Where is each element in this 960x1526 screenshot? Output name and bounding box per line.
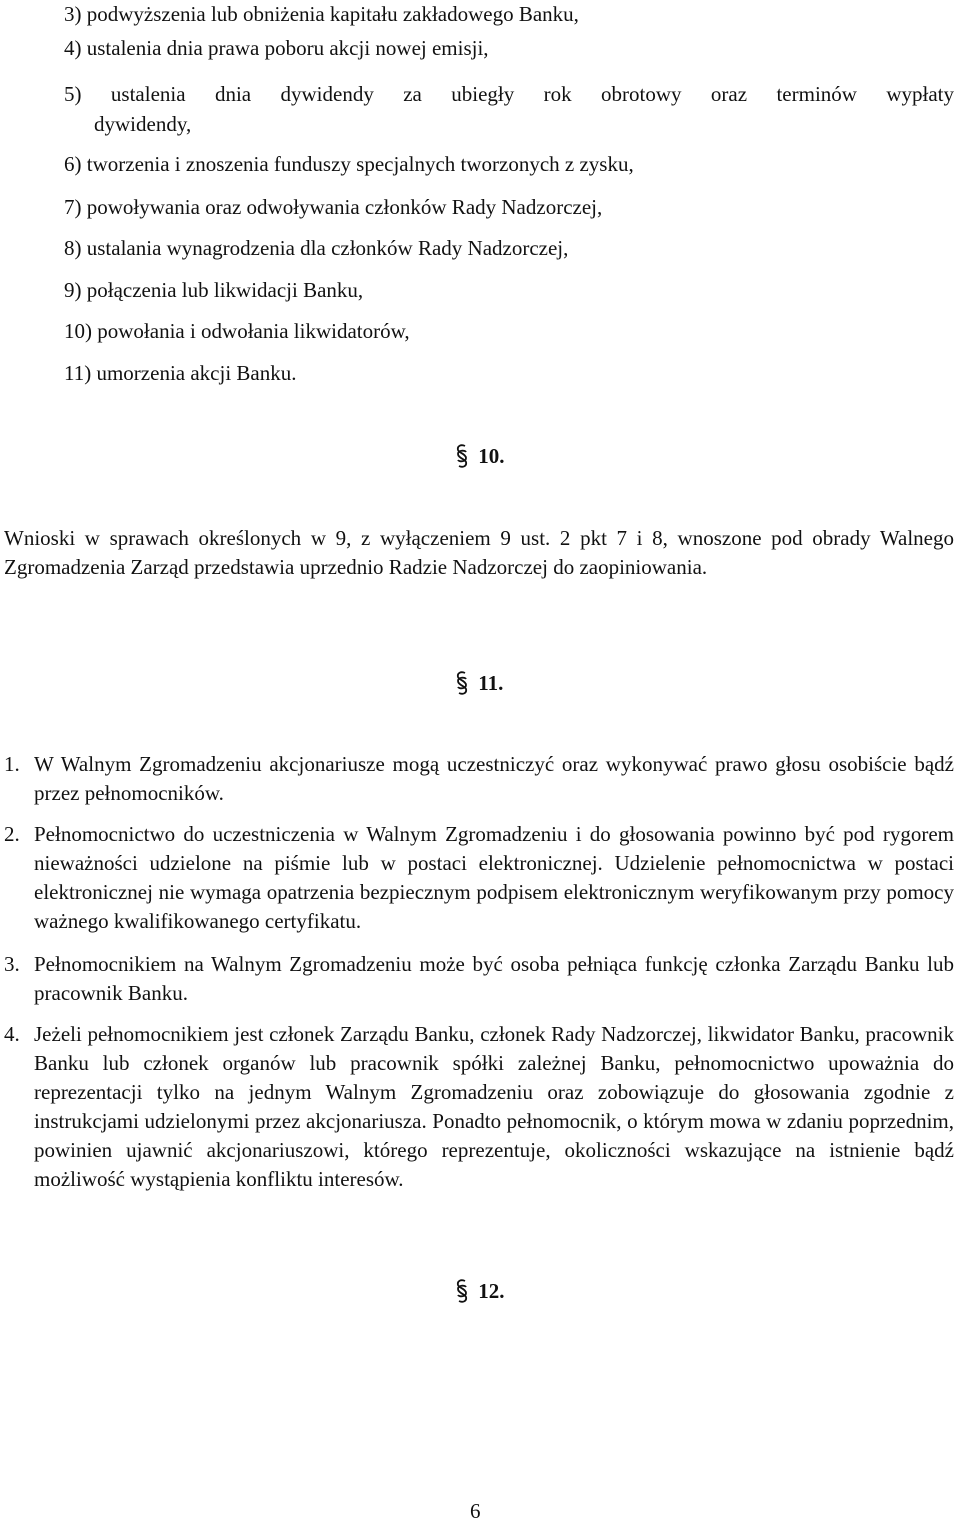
paragraph-number: 1. — [4, 752, 20, 776]
list-item-text: powołania i odwołania likwidatorów, — [97, 319, 410, 343]
list-item — [64, 234, 568, 263]
list-item-number: 11) — [64, 361, 92, 385]
paragraph-text: Jeżeli pełnomocnikiem jest członek Zarządu Banku, członek Rady Nadzorczej, likwidator Banku, pracownik Banku lub członek organów lub pracownik spółki zależnej Banku, pełnomocnictwo upoważnia do reprezentacji tylko na jednym Walnym Zgromadzeniu oraz zobowiązuje do głosowania zgodnie z instrukcjami udzielonymi przez akcjonariusza. Ponadto pełnomocnik, o którym mowa w zdaniu poprzednim, powinien ujawnić akcjonariuszowi, którego reprezentuje, okoliczności wskazujące na istnienie bądź możliwość wystąpienia konfliktu interesów. — [34, 1022, 954, 1191]
list-item-text: ustalania wynagrodzenia dla członków Rady Nadzorczej, — [86, 236, 569, 260]
list-item-text: podwyższenia lub obniżenia kapitału zakładowego Banku, — [86, 2, 579, 26]
list-item-number: 8) — [64, 236, 82, 260]
list-item — [64, 150, 634, 179]
list-item-number: 6) — [64, 152, 82, 176]
list-item-text: tworzenia i znoszenia funduszy specjalnych tworzonych z zysku, — [86, 152, 634, 176]
list-item — [64, 359, 296, 388]
list-item-number: 5) — [64, 82, 82, 106]
section-heading-10 — [455, 441, 505, 471]
list-item — [64, 193, 602, 222]
list-item-text: ustalenia dnia dywidendy za ubiegły rok obrotowy oraz terminów wypłaty — [110, 82, 954, 106]
section-sign-icon — [455, 668, 469, 690]
list-item-number: 7) — [64, 195, 82, 219]
list-item — [64, 317, 410, 346]
section-heading-12 — [455, 1276, 505, 1306]
list-item — [64, 0, 579, 29]
section-number: 11. — [478, 671, 504, 695]
paragraph-number: 3. — [4, 952, 20, 976]
section-number: 12. — [478, 1279, 505, 1303]
list-item-number: 3) — [64, 2, 82, 26]
list-item-text: ustalenia dnia prawa poboru akcji nowej emisji, — [86, 36, 489, 60]
paragraph-text: Pełnomocnictwo do uczestniczenia w Walnym Zgromadzeniu i do głosowania powinno być pod rygorem nieważności udzielone na piśmie lub w postaci elektronicznej. Udzielenie pełnomocnictwa w postaci elektronicznej nie wymaga opatrzenia bezpiecznym podpisem elektronicznym weryfikowanym przy pomocy ważnego kwalifikowanego certyfikatu. — [34, 822, 954, 933]
paragraph-text: Pełnomocnikiem na Walnym Zgromadzeniu może być osoba pełniąca funkcję członka Zarządu Banku lub pracownik Banku. — [34, 952, 954, 1005]
list-item-number: 4) — [64, 36, 82, 60]
numbered-paragraph — [4, 1020, 954, 1230]
list-item-text: dywidendy, — [94, 112, 192, 136]
list-item-text: powoływania oraz odwoływania członków Rady Nadzorczej, — [86, 195, 603, 219]
section-number: 10. — [478, 444, 505, 468]
list-item-continuation — [94, 110, 191, 139]
list-item-number: 10) — [64, 319, 92, 343]
page-number: 6 — [470, 1499, 481, 1523]
paragraph-text: Wnioski w sprawach określonych w 9, z wyłączeniem 9 ust. 2 pkt 7 i 8, wnoszone pod obrady Walnego Zgromadzenia Zarząd przedstawia uprzednio Radzie Nadzorczej do zaopiniowania. — [4, 526, 954, 579]
section-sign-icon — [455, 441, 469, 463]
numbered-paragraph — [4, 950, 954, 1010]
paragraph-number: 4. — [4, 1022, 20, 1046]
list-item-number: 9) — [64, 278, 82, 302]
list-item — [64, 80, 954, 109]
numbered-paragraph — [4, 750, 954, 810]
paragraph-text: W Walnym Zgromadzeniu akcjonariusze mogą uczestniczyć oraz wykonywać prawo głosu osobiście bądź przez pełnomocników. — [34, 752, 954, 805]
list-item — [64, 276, 363, 305]
numbered-paragraph — [4, 820, 954, 940]
section-10-body — [4, 524, 954, 582]
list-item-text: połączenia lub likwidacji Banku, — [86, 278, 364, 302]
paragraph-number: 2. — [4, 822, 20, 846]
list-item-text: umorzenia akcji Banku. — [96, 361, 297, 385]
section-sign-icon — [455, 1276, 469, 1298]
section-heading-11 — [455, 668, 503, 698]
list-item — [64, 34, 489, 63]
